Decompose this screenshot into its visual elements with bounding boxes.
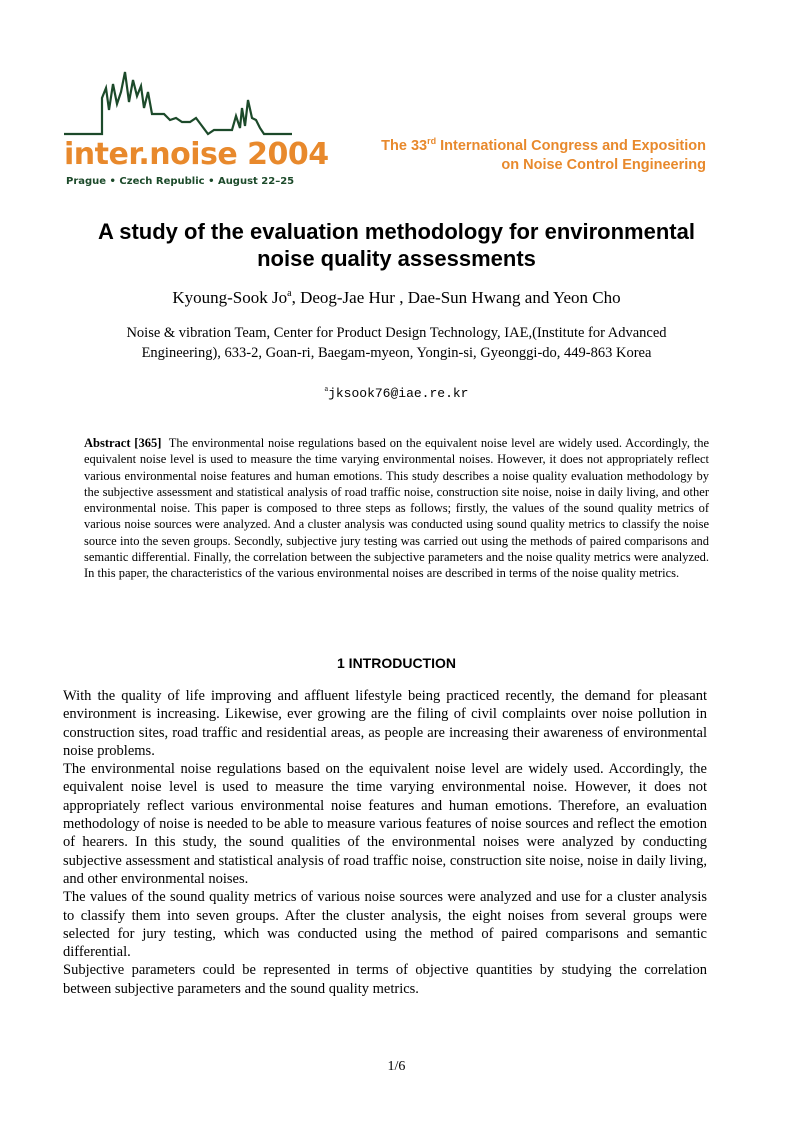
abstract-label: Abstract [365] bbox=[84, 436, 162, 450]
page-number: 1/6 bbox=[387, 1059, 406, 1074]
author-email: $^a$jksook76@iae.re.kr bbox=[324, 384, 469, 401]
abstract bbox=[84, 435, 709, 582]
abstract-text: The environmental noise regulations based on the equivalent noise level are widely used. Accordingly, the equivalent noise level is used to measure the time varying environmental noises. However, it does not appropriately reflect various environmental noise features and human emotions. This study describes a noise quality evaluation methodology by the subjective assessment and statistical analysis of road traffic noise, construction site noise, noise in daily living, and other environmental noise. This paper is composed to three steps as follows; firstly, the values of the sound quality metrics of various noise sources were analyzed. And a cluster analysis was conducted using sound quality metrics to classify the noise source into the seven groups. Secondly, subjective jury testing was carried out using the methods of paired comparisons and semantic differential. Finally, the correlation between the subjective parameters and the noise quality metrics were analyzed. In this paper, the characteristics of the various environmental noises are described in terms of the noise quality metrics. bbox=[84, 436, 710, 581]
congress-line-1: The 33rd International Congress and Exposition bbox=[381, 136, 706, 154]
affiliation: Noise & vibration Team, Center for Product Design Technology, IAE,(Institute for Advanced Engineering), 633-2, Goan-ri, Baegam-myeon, Yongin-si, Gyeonggi-do, 449-863 Korea bbox=[126, 325, 667, 361]
logo-subtitle: Prague • Czech Republic • August 22–25 bbox=[66, 176, 295, 187]
introduction-body bbox=[63, 687, 707, 998]
paragraph: Subjective parameters could be represented in terms of objective quantities by studying the correlation between subjective parameters and the sound quality metrics. bbox=[63, 962, 707, 997]
logo-wordmark: inter.noise 2004 bbox=[64, 137, 329, 172]
conference-logo bbox=[62, 70, 329, 194]
section-heading: 1 INTRODUCTION bbox=[337, 655, 456, 671]
congress-banner bbox=[381, 137, 706, 175]
author-list: Kyoung-Sook Jo$^a$, Deog-Jae Hur , Dae-Sun Hwang and Yeon Cho bbox=[172, 288, 621, 307]
skyline-icon bbox=[62, 70, 294, 140]
paragraph: The environmental noise regulations based on the equivalent noise level are widely used. Accordingly, the equivalent noise level is used to measure the time varying environmental noise. However, it does not appropriately reflect various environmental noise features and human emotions. Therefore, an evaluation methodology of noise is needed to be able to measure various features of noise sources and reflect the emotion of hearers. In this study, the sound qualities of the environmental noises were analyzed by conducting subjective assessment and statistical analysis of road traffic noise, construction site noise, noise in daily living, and other environmental noises. bbox=[63, 761, 707, 887]
paper-title: A study of the evaluation methodology for environmental noise quality assessments bbox=[98, 219, 695, 271]
paragraph: The values of the sound quality metrics of various noise sources were analyzed and use for a cluster analysis to classify them into seven groups. After the cluster analysis, the eight noises from several groups were selected for jury testing, which was conducted using the method of paired comparisons and semantic differential. bbox=[63, 889, 707, 961]
paragraph: With the quality of life improving and affluent lifestyle being practiced recently, the demand for pleasant environment is increasing. Likewise, ever growing are the filing of civil complaints over noise pollution in construction sites, road traffic and residential areas, as people are increasing their awareness of environmental noise problems. bbox=[63, 688, 707, 759]
congress-line-2: on Noise Control Engineering bbox=[501, 157, 706, 173]
